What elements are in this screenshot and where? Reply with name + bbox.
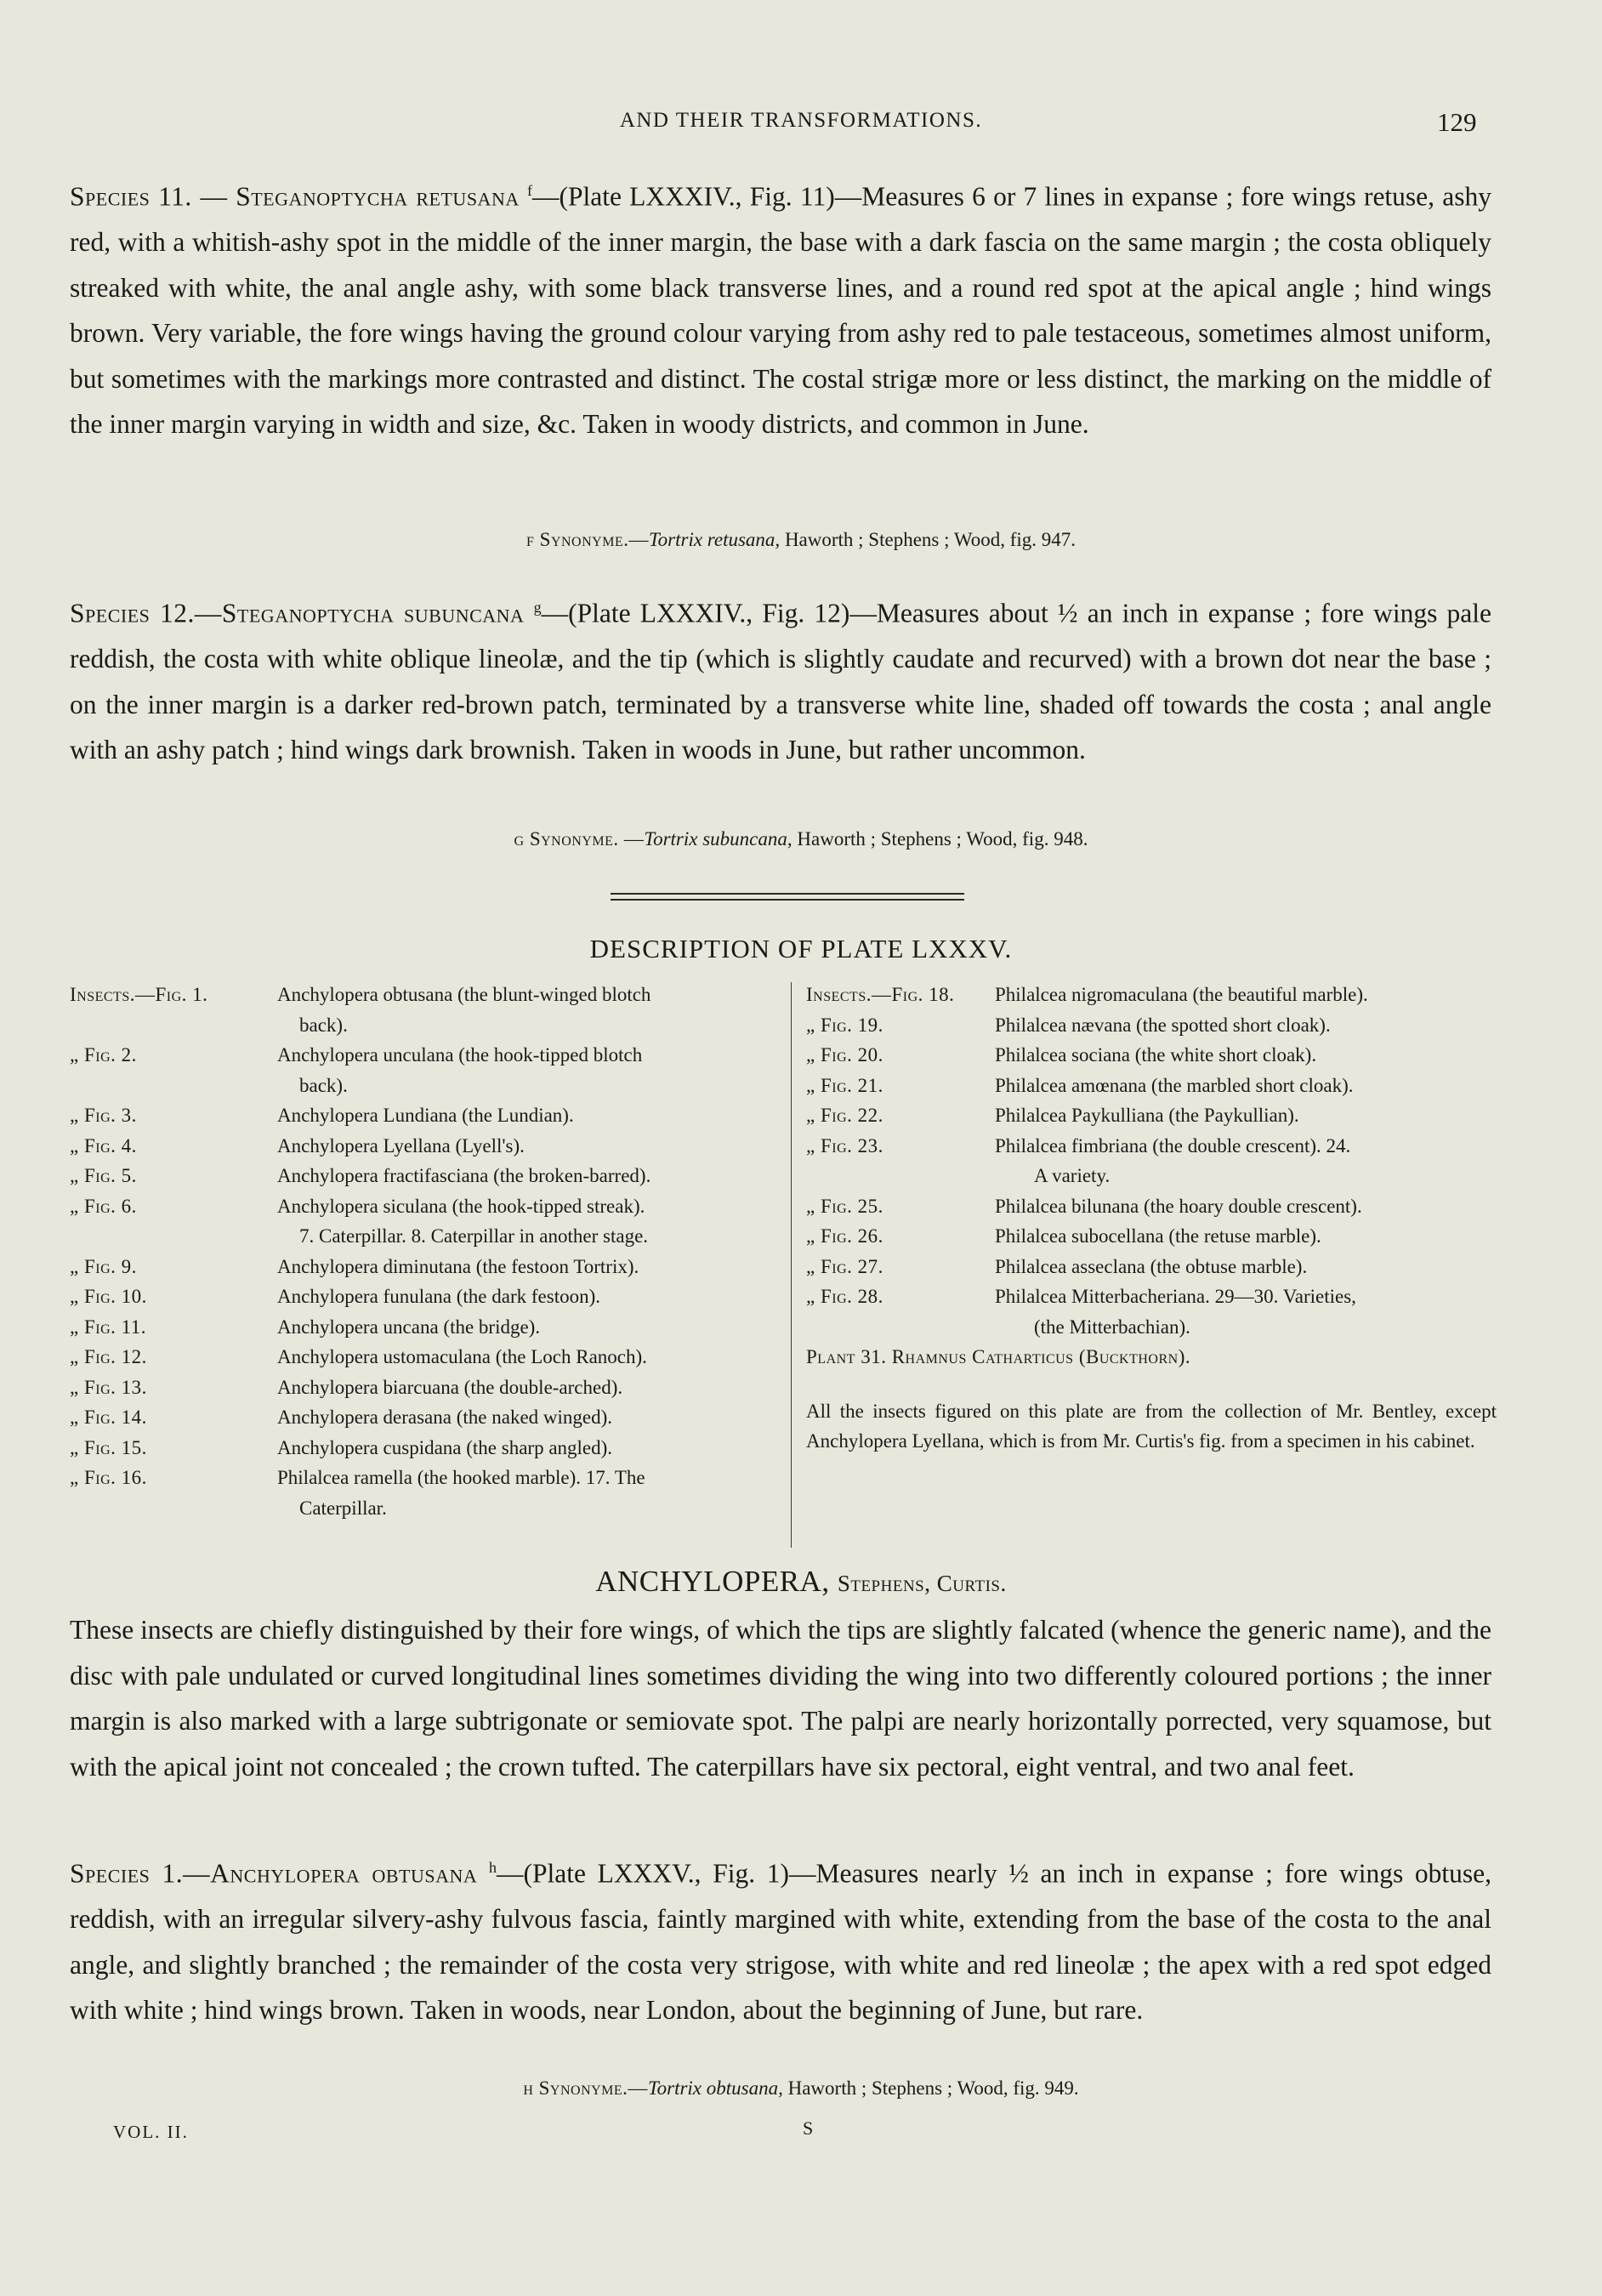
plate-entry-text: Anchylopera cuspidana (the sharp angled). (277, 1436, 613, 1458)
plate-entry-figure: „ Fig. 28. (806, 1286, 883, 1307)
plate-note: All the insects figured on this plate are from the collection of Mr. Bentley, except Anchylopera Lyellana, which is from Mr. Curtis's fig. from a specimen in his cabinet. (806, 1400, 1497, 1452)
plate-entry-text: Philalcea asseclana (the obtuse marble). (995, 1255, 1308, 1277)
page-number: 129 (1437, 107, 1477, 137)
plate-entry-continuation: back). (299, 1014, 348, 1036)
divider-rule-bottom (611, 899, 964, 901)
plate-entry-figure: „ Fig. 27. (806, 1255, 883, 1277)
plate-entry (70, 1040, 784, 1071)
plate-entry-figure: „ Fig. 10. (70, 1286, 147, 1307)
plate-entry-figure: „ Fig. 26. (806, 1225, 883, 1247)
plate-entry (70, 1282, 784, 1312)
plate-entry-text: Philalcea Mitterbacheriana. 29—30. Varieties, (995, 1286, 1356, 1307)
species-11-label: Species 11. — Steganoptycha retusana (70, 181, 520, 212)
plate-entry-continuation: back). (299, 1074, 348, 1096)
plate-entry-figure: „ Fig. 4. (70, 1134, 137, 1157)
plate-entry (70, 1252, 784, 1282)
plate-list-left (70, 980, 784, 1523)
plate-list-right (806, 980, 1497, 1457)
plate-entry-continuation: (the Mitterbachian). (1034, 1316, 1190, 1338)
volume-label: VOL. II. (113, 2122, 189, 2142)
plate-entry-figure: Insects.—Fig. 1. (70, 984, 208, 1005)
species-1-label: Species 1.—Anchylopera obtusana (70, 1858, 478, 1889)
plate-entry (70, 1312, 784, 1343)
genus-name: ANCHYLOPERA, (595, 1565, 830, 1598)
plate-entry-figure: „ Fig. 3. (70, 1105, 137, 1126)
plant-entry (806, 1342, 1497, 1372)
footnote-mark-h: h (488, 1859, 497, 1876)
plate-entry-text: Anchylopera biarcuana (the double-arched). (277, 1376, 623, 1398)
plate-entry-text: Philalcea nævana (the spotted short cloak). (995, 1014, 1331, 1036)
signature-mark: S (803, 2117, 814, 2139)
plate-entry-continuation: 7. Caterpillar. 8. Caterpillar in another stage. (299, 1225, 649, 1247)
plate-entry (70, 1372, 784, 1403)
plate-entry (806, 1252, 1497, 1282)
plate-entry-figure: „ Fig. 11. (70, 1316, 147, 1338)
plate-entry-text: Philalcea fimbriana (the double crescent). 24. (995, 1134, 1351, 1157)
footnote-g-refs: Haworth ; Stephens ; Wood, fig. 948. (792, 828, 1088, 850)
plate-entry-text: Philalcea amœnana (the marbled short cloak). (995, 1074, 1354, 1096)
species-12-text: —(Plate LXXXIV., Fig. 12)—Measures about ½ an inch in expanse ; fore wings pale reddish, the costa with white oblique lineolæ, and the tip (which is slightly caudate and recurved) with a brown dot near the base ; on the inner margin is a darker red-brown patch, terminated by a transverse white line, shaded off towards the costa ; anal angle with an ashy patch ; hind wings dark brownish. Taken in woods in June, but rather uncommon. (70, 598, 1492, 764)
plate-entry-figure: „ Fig. 20. (806, 1044, 883, 1066)
footnote-h (0, 2077, 1602, 2100)
footnote-g-label: g Synonyme. — (514, 828, 645, 850)
plate-entry-figure: „ Fig. 12. (70, 1346, 147, 1367)
plate-entry-text: Anchylopera uncana (the bridge). (277, 1316, 541, 1338)
genus-heading (0, 1565, 1602, 1599)
footnote-mark-g: g (533, 599, 542, 616)
plate-entry (806, 980, 1497, 1010)
species-12-label: Species 12.—Steganoptycha subuncana (70, 598, 525, 628)
plate-entry-text: Philalcea bilunana (the hoary double crescent). (995, 1195, 1362, 1217)
footnote-f-label: f Synonyme.— (526, 529, 649, 550)
plate-entry-figure: „ Fig. 23. (806, 1134, 883, 1157)
plate-entry (70, 1161, 784, 1191)
plate-entry-figure: „ Fig. 16. (70, 1467, 147, 1488)
plate-entry-figure: „ Fig. 21. (806, 1074, 883, 1096)
species-1-text: —(Plate LXXXV., Fig. 1)—Measures nearly ½ an inch in expanse ; fore wings obtuse, reddish, with an irregular silvery-ashy fulvous fascia, faintly margined with white, extending from the base of the costa to the anal angle, and slightly branched ; the remainder of the costa very strigose, with white and red lineolæ ; the apex with a red spot edged with white ; hind wings brown. Taken in woods, near London, about the beginning of June, but rare. (70, 1858, 1492, 2025)
plate-entry (70, 1342, 784, 1372)
running-title: AND THEIR TRANSFORMATIONS. (619, 109, 983, 132)
plate-entry-figure: „ Fig. 19. (806, 1014, 883, 1036)
plate-entry-text: Philalcea nigromaculana (the beautiful marble). (995, 984, 1368, 1005)
plate-entry-figure: „ Fig. 15. (70, 1436, 147, 1458)
plate-entry-figure: „ Fig. 5. (70, 1165, 137, 1186)
plate-entry (806, 1100, 1497, 1131)
footnote-h-species: Tortrix obtusana, (647, 2077, 783, 2099)
plate-entry (806, 1282, 1497, 1312)
plate-entry-figure: „ Fig. 14. (70, 1407, 147, 1428)
plate-entry (70, 980, 784, 1010)
plate-entry (806, 1071, 1497, 1101)
footnote-h-refs: Haworth ; Stephens ; Wood, fig. 949. (782, 2077, 1079, 2099)
species-11-text: —(Plate LXXXIV., Fig. 11)—Measures 6 or 7 lines in expanse ; fore wings retuse, ashy red, with a whitish-ashy spot in the middle of the inner margin, the base with a dark fascia on the same margin ; the costa obliquely streaked with white, the anal angle ashy, with some black transverse lines, and a round red spot at the apical angle ; hind wings brown. Very variable, the fore wings having the ground colour varying from ashy red to pale testaceous, sometimes almost uniform, but sometimes with the markings more contrasted and distinct. The costal strigæ more or less distinct, the marking on the middle of the inner margin varying in width and size, &c. Taken in woody districts, and common in June. (70, 181, 1491, 439)
plate-entry-continuation: A variety. (1034, 1165, 1111, 1186)
footnote-f (0, 529, 1602, 551)
plate-entry (70, 1191, 784, 1222)
plate-entry-text: Anchylopera diminutana (the festoon Tortrix). (277, 1255, 639, 1277)
genus-description: These insects are chiefly distinguished by their fore wings, of which the tips are slightly falcated (whence the generic name), and the disc with pale undulated or curved longitudinal lines sometimes dividing the wing into two differently coloured portions ; the inner margin is also marked with a large subtrigonate or semiovate spot. The palpi are nearly horizontally porrected, very squamose, but with the apical joint not concealed ; the crown tufted. The caterpillars have six pectoral, eight ventral, and two anal feet. (70, 1615, 1491, 1782)
plate-entry (70, 1433, 784, 1463)
footnote-g-species: Tortrix subuncana, (644, 828, 792, 850)
plate-entry-text: Philalcea subocellana (the retuse marble). (995, 1225, 1321, 1247)
plate-entry-text: Anchylopera obtusana (the blunt-winged blotch (277, 984, 651, 1005)
genus-authors: Stephens, Curtis. (837, 1571, 1007, 1596)
plate-entry (806, 1131, 1497, 1162)
plate-entry-text: Philalcea Paykulliana (the Paykullian). (995, 1105, 1299, 1126)
species-11-paragraph (70, 168, 1491, 447)
plate-entry (70, 1402, 784, 1433)
plate-entry-text: Anchylopera fractifasciana (the broken-barred). (277, 1165, 651, 1186)
plant-text: Plant 31. Rhamnus Catharticus (Buckthorn). (806, 1346, 1191, 1367)
plate-entry-text: Anchylopera funulana (the dark festoon). (277, 1286, 600, 1307)
plate-description-title: DESCRIPTION OF PLATE LXXXV. (589, 934, 1013, 963)
plate-entry-figure: „ Fig. 6. (70, 1195, 137, 1217)
plate-entry-figure: „ Fig. 13. (70, 1376, 147, 1398)
plate-entry (70, 1463, 784, 1493)
plate-entry (806, 1040, 1497, 1071)
plate-entry (806, 1191, 1497, 1222)
species-12-paragraph (70, 585, 1491, 773)
plate-entry-figure: Insects.—Fig. 18. (806, 984, 955, 1005)
plate-entry-text: Anchylopera ustomaculana (the Loch Ranoch). (277, 1346, 647, 1367)
plate-entry (70, 1131, 784, 1162)
plate-entry (70, 1100, 784, 1131)
plate-entry-text: Philalcea ramella (the hooked marble). 17. The (277, 1467, 645, 1488)
footnote-h-label: h Synonyme.— (523, 2077, 648, 2099)
plate-entry-text: Anchylopera unculana (the hook-tipped blotch (277, 1044, 643, 1066)
species-1-paragraph (70, 1845, 1491, 2033)
plate-entry-figure: „ Fig. 25. (806, 1195, 883, 1217)
plate-entry-figure: „ Fig. 22. (806, 1105, 883, 1126)
plate-entry-text: Anchylopera siculana (the hook-tipped streak). (277, 1195, 645, 1217)
divider-rule-top (611, 893, 964, 895)
plate-entry-text: Anchylopera Lyellana (Lyell's). (277, 1134, 525, 1157)
plate-entry-figure: „ Fig. 2. (70, 1044, 137, 1066)
footnote-g (0, 828, 1602, 850)
plate-entry (806, 1010, 1497, 1041)
plate-entry-figure: „ Fig. 9. (70, 1255, 137, 1277)
plate-entry-continuation: Caterpillar. (299, 1497, 387, 1519)
plate-entry-text: Anchylopera Lundiana (the Lundian). (277, 1105, 574, 1126)
plate-entry-text: Anchylopera derasana (the naked winged). (277, 1407, 613, 1428)
footnote-f-refs: Haworth ; Stephens ; Wood, fig. 947. (780, 529, 1076, 550)
plate-entry-text: Philalcea sociana (the white short cloak). (995, 1044, 1317, 1066)
footnote-f-species: Tortrix retusana, (648, 529, 781, 550)
column-divider (791, 982, 792, 1548)
plate-entry (806, 1221, 1497, 1252)
footnote-mark-f: f (526, 182, 532, 199)
